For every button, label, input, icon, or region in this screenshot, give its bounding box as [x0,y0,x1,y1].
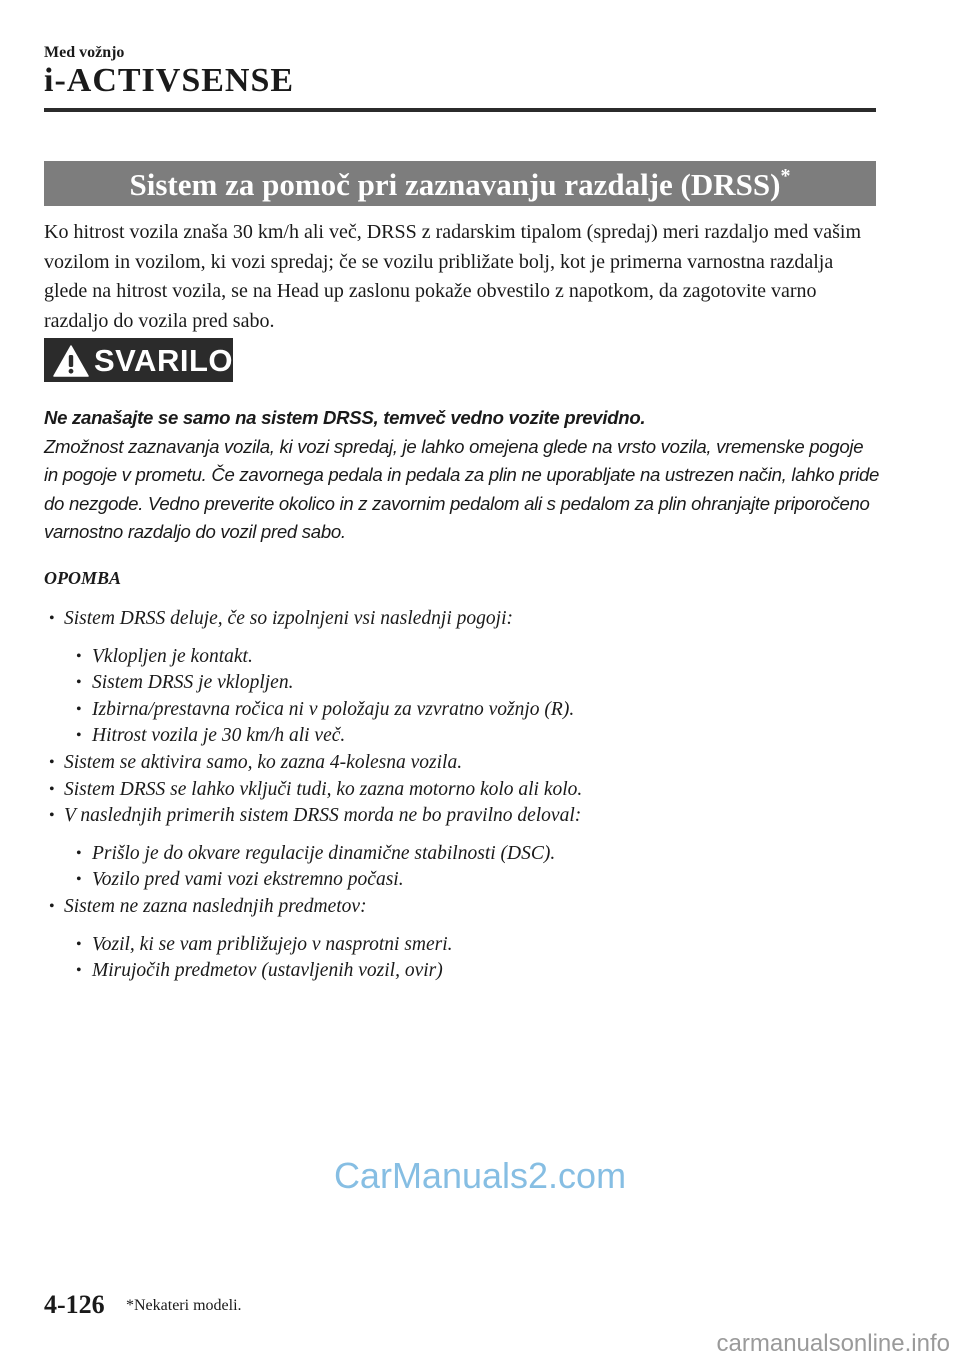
warning-text-block [44,404,880,547]
bullet: • [49,753,55,771]
list-item-text: Vozil, ki se vam približujejo v nasprotni smeri. [92,933,453,955]
warning-triangle-icon [53,345,89,377]
warning-body: Zmožnost zaznavanja vozila, ki vozi spredaj, je lahko omejena glede na vrsto vozila, vremenske pogoje in pogoje v prometu. Če zavornega pedala in pedala za plin ne uporabljate na ustrezen način, lahko pride do nezgode. Vedno preverite okolico in z zavornim pedalom ali s pedalom za plin ohranjajte priporočeno varnostno razdaljo do vozil pred sabo. [44,435,880,542]
list-item [44,894,884,921]
bullet: • [76,871,82,889]
bullet: • [76,962,82,980]
list-item [44,644,884,671]
list-item-text: Izbirna/prestavna ročica ni v položaju za vzvratno vožnjo (R). [92,698,575,720]
list-item [44,606,884,633]
list-item-text: Vozilo pred vami vozi ekstremno počasi. [92,869,404,891]
bullet: • [76,935,82,953]
bullet: • [76,727,82,745]
footnote: *Nekateri modeli. [126,1297,242,1314]
list-item [44,841,884,868]
bullet: • [76,844,82,862]
list-item [44,803,884,830]
list-item-text: Prišlo je do okvare regulacije dinamične stabilnosti (DSC). [92,842,556,864]
list-item [44,777,884,804]
list-item [44,750,884,777]
list-item-text: Sistem DRSS je vklopljen. [92,672,294,694]
list-item-text: Hitrost vozila je 30 km/h ali več. [92,725,346,747]
list-item [44,932,884,959]
section-title-bar [44,161,876,206]
warning-heading: Ne zanašajte se samo na sistem DRSS, temveč vedno vozite previdno. [44,407,646,428]
chapter-divider [44,108,876,112]
bullet: • [49,610,55,627]
site-watermark[interactable]: carmanualsonline.info [716,1330,950,1357]
footnote-marker: * [780,165,791,187]
bullet: • [76,700,82,718]
page-number: 4-126 [44,1290,105,1319]
section-label: Med vožnjo [44,44,125,61]
bullet: • [76,647,82,665]
note-list [44,606,884,985]
list-item-text: Sistem DRSS deluje, če so izpolnjeni vsi naslednji pogoji: [64,608,513,629]
list-item-text: Sistem DRSS se lahko vključi tudi, ko zazna motorno kolo ali kolo. [64,778,583,800]
watermark-carmanuals2[interactable]: CarManuals2.com [333,1155,627,1196]
list-item [44,867,884,894]
note-title: OPOMBA [44,568,122,588]
bullet: • [49,780,55,798]
list-item-text: Sistem se aktivira samo, ko zazna 4-kolesna vozila. [64,751,463,773]
warning-badge [44,338,233,382]
bullet: • [76,674,82,692]
list-item-text: V naslednjih primerih sistem DRSS morda ne bo pravilno deloval: [64,805,582,827]
intro-paragraph: Ko hitrost vozila znaša 30 km/h ali več, DRSS z radarskim tipalom (spredaj) meri razdaljo med vašim vozilom in vozilom, ki vozi spredaj; če se vozilu približate bolj, kot je primerna varnostna razdalja glede na hitrost vozila, se na Head up zaslonu pokaže obvestilo z napotkom, da zagotovite varno razdaljo do vozila pred sabo. [44,221,862,332]
section-title: Sistem za pomoč pri zaznavanju razdalje (DRSS) [129,167,781,202]
list-item [44,723,884,750]
list-item-text: Mirujočih predmetov (ustavljenih vozil, ovir) [92,960,443,982]
chapter-title: i-ACTIVSENSE [44,62,295,99]
list-item-text: Sistem ne zazna naslednjih predmetov: [64,895,367,917]
warning-label: SVARILO [94,343,233,378]
bullet: • [49,897,55,915]
list-item [44,697,884,724]
bullet: • [49,807,55,825]
list-item [44,958,884,985]
list-item-text: Vklopljen je kontakt. [92,645,253,667]
list-item [44,670,884,697]
